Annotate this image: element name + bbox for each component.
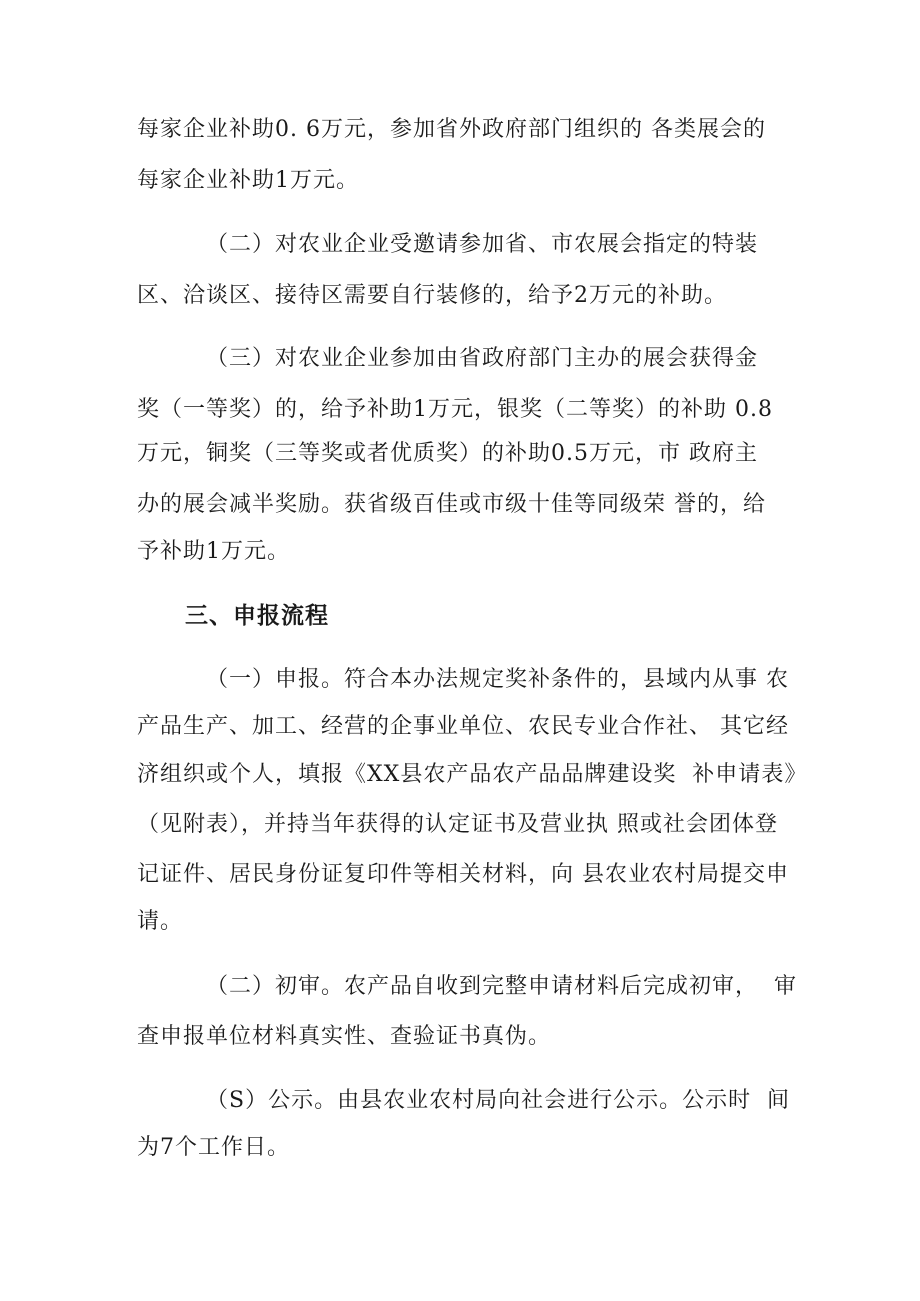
paragraph-line: （见附表），并持当年获得的认定证书及营业执 照或社会团体登: [137, 812, 778, 837]
paragraph-line: 查申报单位材料真实性、查验证书真伪。: [137, 1024, 552, 1049]
paragraph-line: （二）对农业企业受邀请参加省、市农展会指定的特装: [206, 232, 759, 257]
paragraph-line: 每家企业补助0. 6万元，参加省外政府部门组织的 各类展会的: [137, 117, 766, 142]
paragraph-line: 济组织或个人，填报《XX县农产品农产品品牌建设奖 补申请表》: [137, 762, 808, 787]
section-heading: 三、申报流程: [185, 603, 329, 629]
paragraph-line: 予补助1万元。: [137, 539, 290, 564]
paragraph-line: （一）申报。符合本办法规定奖补条件的，县域内从事 农: [206, 667, 789, 692]
paragraph-line: 万元，铜奖（三等奖或者优质奖）的补助0.5万元，市 政府主: [137, 441, 758, 466]
paragraph-line: 请。: [137, 909, 184, 934]
paragraph-line: 为7个工作日。: [137, 1135, 290, 1160]
paragraph-line: （三）对农业企业参加由省政府部门主办的展会获得金: [206, 346, 759, 371]
paragraph-line: 奖（一等奖）的，给予补助1万元，银奖（二等奖）的补助 0.8: [137, 397, 773, 422]
paragraph-line: 产品生产、加工、经营的企事业单位、农民专业合作社、 其它经: [137, 714, 789, 739]
paragraph-line: 区、洽谈区、接待区需要自行装修的，给予2万元的补助。: [137, 283, 727, 308]
paragraph-line: （二）初审。农产品自收到完整申请材料后完成初审， 审: [206, 974, 797, 999]
paragraph-line: （S）公示。由县农业农村局向社会进行公示。公示时 间: [206, 1088, 791, 1113]
paragraph-line: 办的展会减半奖励。获省级百佳或市级十佳等同级荣 誉的，给: [137, 492, 766, 517]
paragraph-line: 每家企业补助1万元。: [137, 168, 359, 193]
paragraph-line: 记证件、居民身份证复印件等相关材料，向 县农业农村局提交申: [137, 862, 789, 887]
